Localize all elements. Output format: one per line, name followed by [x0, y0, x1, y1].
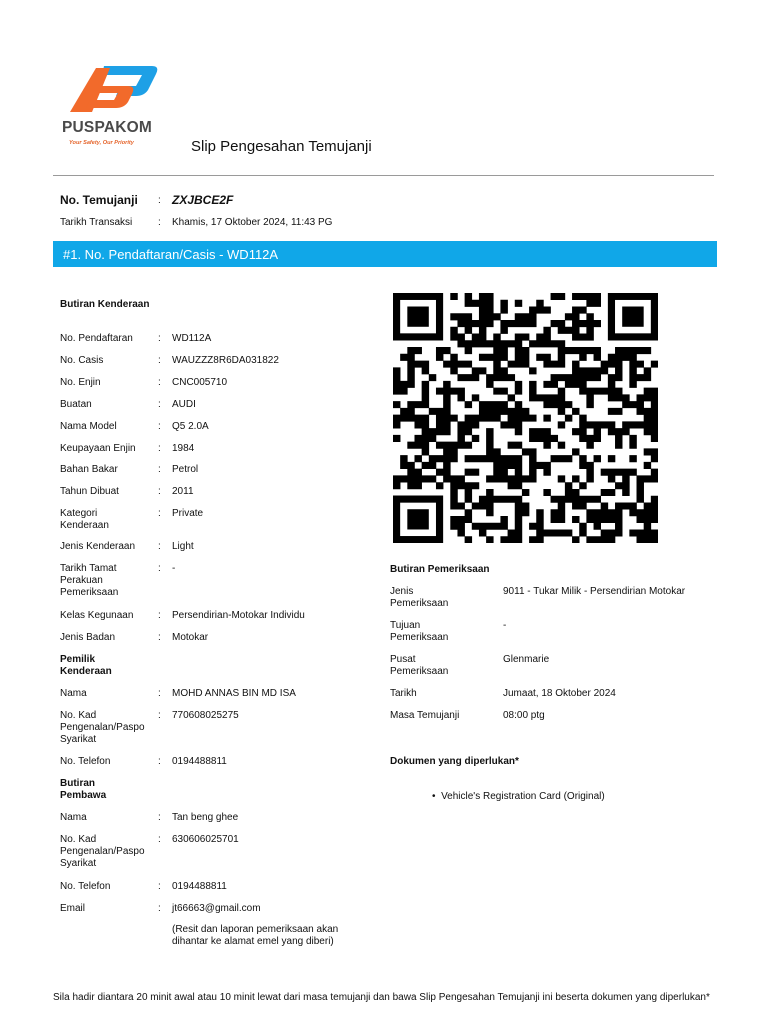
field-value: WAUZZZ8R6DA031822 [172, 355, 279, 366]
field-value: - [172, 563, 176, 574]
transaction-date-value: Khamis, 17 Oktober 2024, 11:43 PG [172, 217, 333, 228]
puspakom-logo [62, 62, 162, 152]
field-colon: : [158, 421, 161, 432]
field-label: Kelas Kegunaan [60, 610, 134, 621]
appointment-qr-code [393, 293, 658, 543]
field-value: Light [172, 541, 194, 552]
inspection-section-title: Butiran Pemeriksaan [390, 564, 490, 575]
inspection-field-value: 9011 - Tukar Milik - Persendirian Motokar [503, 586, 686, 597]
inspection-field-label: Jenis Pemeriksaan [390, 586, 449, 609]
field-label: Bahan Bakar [60, 464, 118, 475]
field-colon: : [158, 508, 161, 519]
page-title: Slip Pengesahan Temujanji [191, 138, 372, 155]
field-label: Keupayaan Enjin [60, 443, 136, 454]
inspection-field-value: Glenmarie [503, 654, 550, 665]
document-item-text: Vehicle's Registration Card (Original) [441, 791, 605, 802]
header-divider [53, 175, 714, 176]
vehicle-banner: #1. No. Pendaftaran/Casis - WD112A [53, 241, 717, 267]
field-colon: : [158, 756, 161, 767]
field-value: Private [172, 508, 204, 519]
field-value: WD112A [172, 333, 212, 344]
appointment-number-value: ZXJBCE2F [172, 193, 234, 207]
field-value: Persendirian-Motokar Individu [172, 610, 305, 621]
qr-modules [393, 293, 658, 543]
field-value: 0194488811 [172, 756, 227, 767]
field-colon: : [158, 834, 161, 845]
field-colon: : [158, 688, 161, 699]
qr-code-graphic [393, 293, 658, 543]
field-label: Buatan [60, 399, 92, 410]
field-label: Nama Model [60, 421, 117, 432]
transaction-date-colon: : [158, 217, 161, 228]
field-value: 1984 [172, 443, 195, 454]
transaction-date-label: Tarikh Transaksi [60, 217, 133, 228]
field-value: 630606025701 [172, 834, 239, 845]
field-value: 0194488811 [172, 881, 227, 892]
inspection-field-label: Tarikh [390, 688, 417, 699]
field-label: Kategori Kenderaan [60, 508, 109, 531]
field-value: Petrol [172, 464, 199, 475]
field-value: MOHD ANNAS BIN MD ISA [172, 688, 296, 699]
puspakom-logo-mark [66, 62, 158, 118]
documents-section-title: Dokumen yang diperlukan* [390, 756, 519, 767]
field-value: Q5 2.0A [172, 421, 209, 432]
vehicle-section-title: Butiran Kenderaan [60, 299, 150, 310]
field-colon: : [158, 377, 161, 388]
field-label: Jenis Kenderaan [60, 541, 136, 552]
field-label: Nama [60, 812, 87, 823]
field-label: No. Enjin [60, 377, 101, 388]
owner-section-title: Pemilik Kenderaan [60, 654, 112, 677]
field-colon: : [158, 443, 161, 454]
field-colon: : [158, 710, 161, 721]
field-value: 770608025275 [172, 710, 239, 721]
appointment-number-label: No. Temujanji [60, 193, 138, 207]
field-label: No. Telefon [60, 756, 111, 767]
qr-finder-center [407, 509, 428, 529]
bearer-section-title: Butiran Pembawa [60, 778, 107, 801]
inspection-field-value: 08:00 ptg [503, 710, 545, 721]
document-list-item: • Vehicle's Registration Card (Original) [432, 791, 605, 802]
field-label: Email [60, 903, 86, 914]
email-note: (Resit dan laporan pemeriksaan akan dihantar ke alamat emel yang diberi) [172, 924, 339, 947]
field-label: Tahun Dibuat [60, 486, 119, 497]
field-value: 2011 [172, 486, 194, 497]
field-label: No. Kad Pengenalan/Paspo Syarikat [60, 710, 145, 745]
field-value: AUDI [172, 399, 196, 410]
field-colon: : [158, 563, 161, 574]
field-label: Nama [60, 688, 87, 699]
inspection-field-value: Jumaat, 18 Oktober 2024 [503, 688, 616, 699]
footer-instructions: Sila hadir diantara 20 minit awal atau 10 minit lewat dari masa temujanji dan bawa Slip Pengesahan Temujanji ini beserta dokumen yang diperlukan* [53, 992, 710, 1003]
field-label: No. Kad Pengenalan/Paspo Syarikat [60, 834, 145, 869]
field-colon: : [158, 464, 161, 475]
field-value: Tan beng ghee [172, 812, 239, 823]
field-colon: : [158, 333, 161, 344]
qr-finder-center [622, 307, 643, 327]
field-label: No. Telefon [60, 881, 111, 892]
field-label: No. Casis [60, 355, 104, 366]
email-value: jt66663@gmail.com [172, 903, 261, 914]
inspection-field-label: Pusat Pemeriksaan [390, 654, 449, 677]
qr-finder-center [407, 307, 428, 327]
field-value: CNC005710 [172, 377, 228, 388]
field-colon: : [158, 541, 161, 552]
field-label: No. Pendaftaran [60, 333, 133, 344]
field-colon: : [158, 812, 161, 823]
field-colon: : [158, 881, 161, 892]
brand-name: PUSPAKOM [62, 119, 153, 136]
field-colon: : [158, 903, 161, 914]
inspection-field-label: Tujuan Pemeriksaan [390, 620, 449, 643]
brand-tagline: Your Safety, Our Priority [69, 140, 134, 146]
field-label: Tarikh Tamat Perakuan Pemeriksaan [60, 563, 119, 598]
inspection-field-value: - [503, 620, 507, 631]
field-value: Motokar [172, 632, 209, 643]
field-colon: : [158, 355, 161, 366]
field-colon: : [158, 632, 161, 643]
field-colon: : [158, 486, 161, 497]
field-label: Jenis Badan [60, 632, 116, 643]
inspection-field-label: Masa Temujanji [390, 710, 460, 721]
field-colon: : [158, 399, 161, 410]
appointment-number-colon: : [158, 195, 161, 206]
field-colon: : [158, 610, 161, 621]
